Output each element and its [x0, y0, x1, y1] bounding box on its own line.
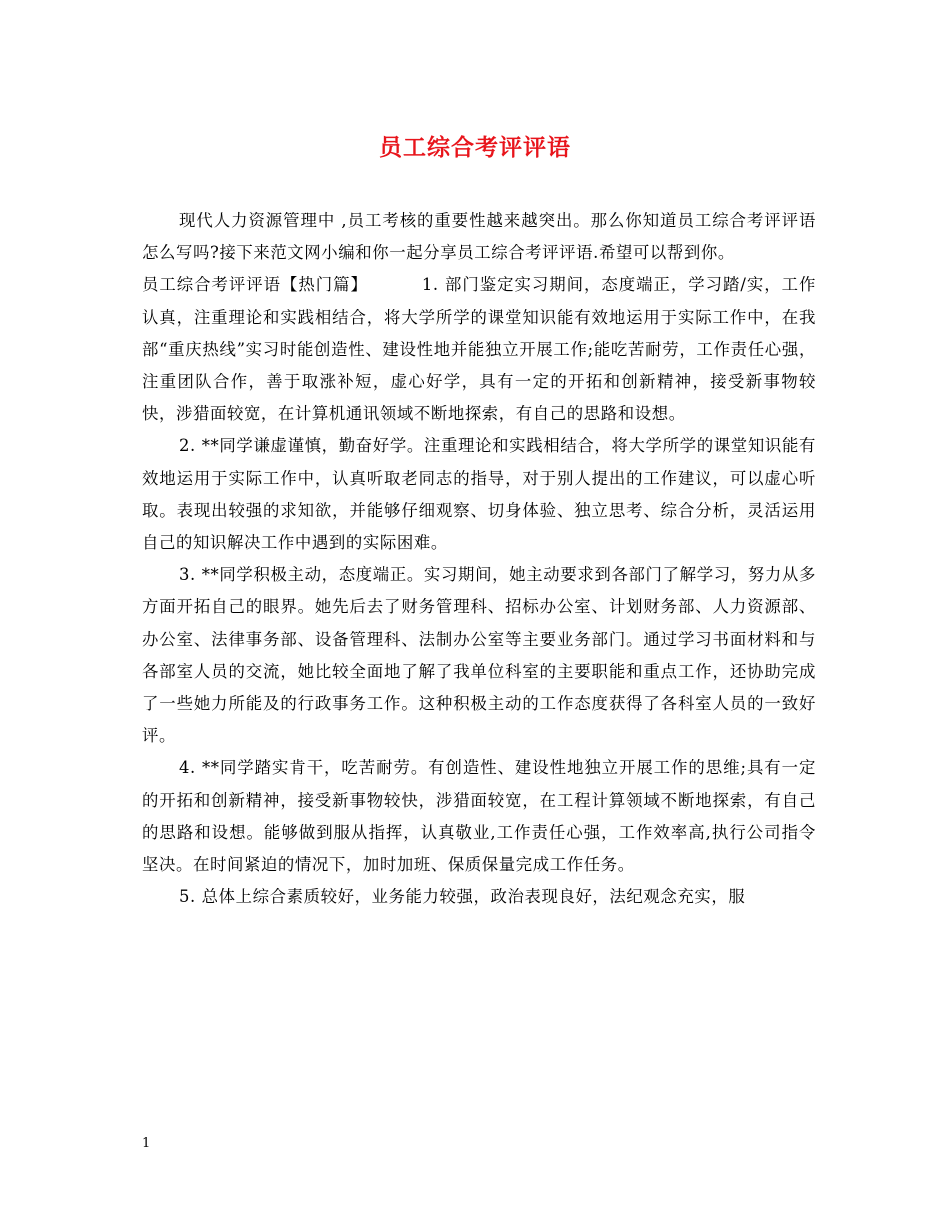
- item-2: 2. **同学谦虚谨慎，勤奋好学。注重理论和实践相结合，将大学所学的课堂知识能有效地运用于实际工作中，认真听取老同志的指导，对于别人提出的工作建议，可以虚心听取。表现出较强的求知欲，并能够仔细观察、切身体验、独立思考、综合分析，灵活运用自己的知识解决工作中遇到的实际困难。: [142, 436, 816, 553]
- page-number: 1: [142, 1136, 151, 1151]
- section-paragraph: [142, 269, 816, 430]
- item-4: 4. **同学踏实肯干，吃苦耐劳。有创造性、建设性地独立开展工作的思维;具有一定的开拓和创新精神，接受新事物较快，涉猎面较宽，在工程计算领域不断地探索，有自己的思路和设想。能够做到服从指挥，认真敬业,工作责任心强，工作效率高,执行公司指令坚决。在时间紧迫的情况下，加时加班、保质保量完成工作任务。: [142, 758, 816, 875]
- item-3: 3. **同学积极主动，态度端正。实习期间，她主动要求到各部门了解学习，努力从多方面开拓自己的眼界。她先后去了财务管理科、招标办公室、计划财务部、人力资源部、办公室、法律事务部、设备管理科、法制办公室等主要业务部门。通过学习书面材料和与各部室人员的交流，她比较全面地了解了我单位科室的主要职能和重点工作，还协助完成了一些她力所能及的行政事务工作。这种积极主动的工作态度获得了各科室人员的一致好评。: [142, 565, 816, 746]
- document-title: 员工综合考评评语: [379, 134, 571, 161]
- item-1: 1. 部门鉴定实习期间，态度端正，学习踏/实，工作认真，注重理论和实践相结合，将大学所学的课堂知识能有效地运用于实际工作中，在我部“重庆热线”实习时能创造性、建设性地并能独立开展工作;能吃苦耐劳，工作责任心强，注重团队合作，善于取涨补短，虚心好学，具有一定的开拓和创新精神，接受新事物较快，涉猎面较宽，在计算机通讯领域不断地探索，有自己的思路和设想。: [142, 275, 816, 424]
- section-heading: 员工综合考评评语【热门篇】: [142, 275, 368, 295]
- document-body: [142, 205, 816, 913]
- item-5: 5. 总体上综合素质较好，业务能力较强，政治表现良好，法纪观念充实，服: [179, 887, 746, 907]
- intro-paragraph: 现代人力资源管理中 ,员工考核的重要性越来越突出。那么你知道员工综合考评评语怎么写吗?接下来范文网小编和你一起分享员工综合考评评语.希望可以帮到你。: [142, 211, 816, 263]
